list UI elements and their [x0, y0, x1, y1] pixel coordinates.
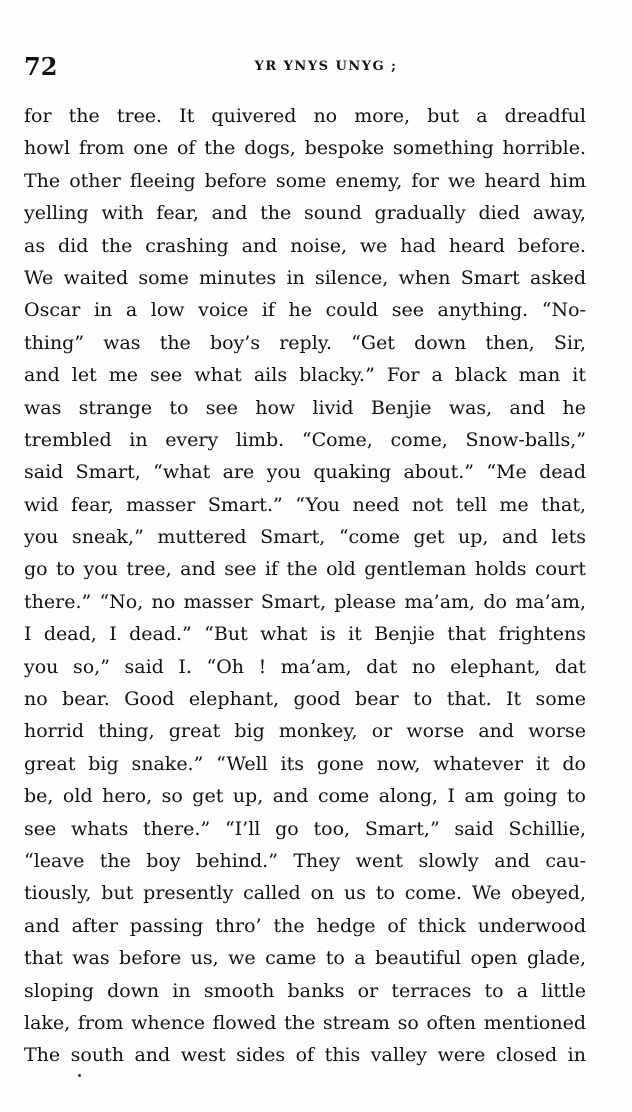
text-line: great big snake.” “Well its gone now, whatever it do: [24, 752, 586, 775]
text-line: I dead, I dead.” “But what is it Benjie that frightens: [24, 623, 586, 646]
text-line: and after passing thro’ the hedge of thick underwood: [24, 914, 586, 937]
text-line: that was before us, we came to a beautiful open glade,: [24, 947, 586, 970]
text-line: said Smart, “what are you quaking about.” “Me dead: [24, 461, 586, 484]
text-line: you sneak,” muttered Smart, “come get up, and lets: [24, 526, 586, 549]
print-speck: [78, 1074, 81, 1077]
text-line: was strange to see how livid Benjie was, and he: [24, 396, 586, 419]
page-number: 72: [24, 52, 58, 81]
running-title: YR YNYS UNYG ;: [254, 59, 398, 74]
text-line: howl from one of the dogs, bespoke something horrible.: [24, 137, 586, 160]
text-line: lake, from whence flowed the stream so often mentioned: [24, 1011, 586, 1034]
running-head: [24, 52, 584, 82]
text-line: for the tree. It quivered no more, but a dreadful: [24, 105, 586, 127]
text-line: as did the crashing and noise, we had heard before.: [24, 234, 586, 257]
text-line: see whats there.” “I’ll go too, Smart,” said Schillie,: [24, 817, 586, 840]
text-line: and let me see what ails blacky.” For a black man it: [24, 364, 586, 387]
text-line: thing” was the boy’s reply. “Get down then, Sir,: [24, 331, 586, 354]
text-line: We waited some minutes in silence, when Smart asked: [24, 266, 586, 289]
text-line: Oscar in a low voice if he could see anything. “No-: [24, 299, 586, 322]
text-line: tiously, but presently called on us to come. We obeyed,: [24, 882, 586, 905]
text-line: trembled in every limb. “Come, come, Snow-balls,”: [24, 428, 586, 451]
text-line: The other fleeing before some enemy, for we heard him: [24, 169, 586, 192]
text-line: yelling with fear, and the sound gradually died away,: [24, 202, 586, 225]
text-line: be, old hero, so get up, and come along, I am going to: [24, 785, 586, 808]
text-line: horrid thing, great big monkey, or worse and worse: [24, 720, 586, 743]
text-line: you so,” said I. “Oh ! ma’am, dat no elephant, dat: [24, 655, 586, 678]
text-line: go to you tree, and see if the old gentleman holds court: [24, 558, 586, 581]
text-line: wid fear, masser Smart.” “You need not tell me that,: [24, 493, 586, 516]
body-text: [24, 100, 586, 1072]
text-line: “leave the boy behind.” They went slowly and cau-: [24, 849, 586, 872]
text-line: no bear. Good elephant, good bear to that. It some: [24, 688, 586, 711]
text-line: The south and west sides of this valley were closed in: [24, 1044, 586, 1067]
text-line: there.” “No, no masser Smart, please ma’am, do ma’am,: [24, 590, 586, 613]
text-line: sloping down in smooth banks or terraces to a little: [24, 979, 586, 1002]
